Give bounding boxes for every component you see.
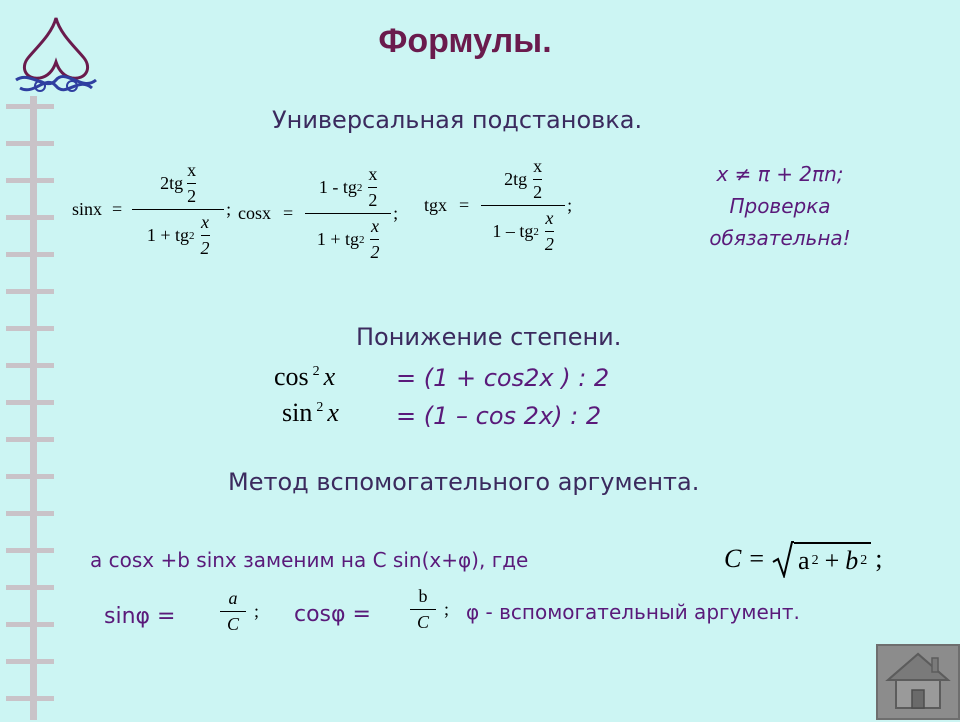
numerator-subfrac xyxy=(533,156,542,203)
radicand-a: a xyxy=(798,546,810,575)
denominator xyxy=(147,212,210,259)
numerator-text: 2tg xyxy=(160,173,184,193)
formula-sinphi xyxy=(220,588,259,635)
plus: + xyxy=(824,546,840,575)
rail-crossbar xyxy=(6,659,54,664)
formula-c-magnitude xyxy=(724,540,882,578)
subfrac-top: x xyxy=(201,212,209,232)
numerator-text: 2tg xyxy=(504,169,528,189)
semicolon: ; xyxy=(393,203,399,223)
lhs: sinx xyxy=(72,199,103,219)
rail-crossbar xyxy=(6,511,54,516)
subfrac-bottom: 2 xyxy=(370,242,380,262)
rail-crossbar xyxy=(6,400,54,405)
equals: = xyxy=(459,195,470,215)
radical xyxy=(772,540,871,578)
formula-cos-universal xyxy=(238,164,398,263)
rail-bars xyxy=(0,0,60,720)
subfrac-bottom: 2 xyxy=(533,182,543,202)
power: 2 xyxy=(316,400,324,416)
semicolon: ; xyxy=(254,601,260,621)
rail-crossbar xyxy=(6,363,54,368)
numerator xyxy=(504,156,542,203)
fraction xyxy=(220,588,246,635)
cosphi-label: cosφ = xyxy=(294,602,371,627)
home-icon xyxy=(878,646,958,718)
lhs: tgx xyxy=(424,195,448,215)
rail-crossbar xyxy=(6,622,54,627)
frac-line xyxy=(187,183,196,184)
frac-line xyxy=(533,179,542,180)
home-button[interactable] xyxy=(876,644,960,720)
frac-line xyxy=(305,213,391,214)
rail-crossbar xyxy=(6,326,54,331)
check-note xyxy=(680,158,880,254)
note-mandatory: обязательна! xyxy=(709,226,851,250)
fraction xyxy=(410,586,436,633)
numerator xyxy=(319,164,378,211)
frac-line xyxy=(220,611,246,612)
power: 2 xyxy=(860,553,868,568)
rail-crossbar xyxy=(6,215,54,220)
subfrac-bottom: 2 xyxy=(368,190,378,210)
subfrac-top: x xyxy=(187,160,197,180)
cos-label: cos xyxy=(274,362,309,391)
rail-crossbar xyxy=(6,141,54,146)
numerator-subfrac xyxy=(368,164,377,211)
numerator-subfrac xyxy=(187,160,196,207)
semicolon: ; xyxy=(567,195,573,215)
c-label: C xyxy=(724,544,742,573)
frac-line xyxy=(370,239,379,240)
note-condition: x ≠ π + 2πn; xyxy=(716,162,844,186)
numerator xyxy=(160,160,196,207)
formula-sin-squared xyxy=(282,398,339,428)
power: 2 xyxy=(356,181,363,194)
denominator-subfrac xyxy=(370,216,379,263)
variable: x xyxy=(327,398,339,427)
formula-tg-universal xyxy=(424,156,572,255)
denominator xyxy=(492,208,554,255)
radicand xyxy=(794,542,871,576)
formula-cos-squared-rhs: = (1 + cos2x ) : 2 xyxy=(396,364,610,392)
page-title: Формулы. xyxy=(378,22,552,60)
formula-cosphi xyxy=(410,586,449,633)
phi-description: φ - вспомогательный аргумент. xyxy=(466,600,800,624)
denominator-subfrac xyxy=(201,212,210,259)
frac-line xyxy=(132,209,224,210)
numerator: b xyxy=(418,586,428,606)
power: 2 xyxy=(811,553,819,568)
frac-line xyxy=(545,231,554,232)
rail-crossbar xyxy=(6,474,54,479)
denominator-text: 1 + tg xyxy=(146,225,189,245)
power: 2 xyxy=(312,364,320,380)
semicolon: ; xyxy=(875,544,883,573)
rail-crossbar xyxy=(6,696,54,701)
radicand-b: b xyxy=(845,546,859,575)
sinphi-label: sinφ = xyxy=(104,604,176,629)
subfrac-top: x xyxy=(368,164,378,184)
denominator: C xyxy=(226,614,239,634)
equals: = xyxy=(112,199,123,219)
rail-crossbar xyxy=(6,585,54,590)
rail-crossbar xyxy=(6,437,54,442)
denominator-text: 1 – tg xyxy=(492,221,534,241)
power: 2 xyxy=(533,225,539,238)
subfrac-top: x xyxy=(545,208,554,228)
semicolon: ; xyxy=(226,199,232,219)
frac-line xyxy=(410,609,436,610)
power: 2 xyxy=(358,233,365,246)
section-heading-auxiliary: Метод вспомогательного аргумента. xyxy=(228,468,700,496)
rail-crossbar xyxy=(6,252,54,257)
denominator: C xyxy=(416,612,429,632)
formula-sin-squared-rhs: = (1 – cos 2x) : 2 xyxy=(396,402,602,430)
formula-cos-squared xyxy=(274,362,335,392)
rail-crossbar xyxy=(6,104,54,109)
fraction xyxy=(132,160,224,259)
note-check: Проверка xyxy=(729,194,831,218)
section-heading-lowering: Понижение степени. xyxy=(356,323,622,351)
fraction xyxy=(481,156,565,255)
formula-sin-universal xyxy=(72,160,231,259)
rail-crossbar xyxy=(6,548,54,553)
subfrac-top: x xyxy=(533,156,543,176)
subfrac-bottom: 2 xyxy=(187,186,197,206)
equals: = xyxy=(749,544,765,573)
frac-line xyxy=(368,187,377,188)
sin-label: sin xyxy=(282,398,313,427)
left-rail xyxy=(0,0,60,720)
rail-crossbar xyxy=(6,178,54,183)
numerator: a xyxy=(228,588,238,608)
semicolon: ; xyxy=(444,599,450,619)
section-heading-universal: Универсальная подстановка. xyxy=(272,106,643,134)
variable: x xyxy=(323,362,336,391)
subfrac-bottom: 2 xyxy=(544,234,554,254)
frac-line xyxy=(481,205,565,206)
subfrac-bottom: 2 xyxy=(200,238,210,258)
numerator-text: 1 - tg xyxy=(318,177,357,197)
frac-line xyxy=(201,235,210,236)
rail-crossbar xyxy=(6,289,54,294)
power: 2 xyxy=(189,229,195,242)
fraction xyxy=(305,164,391,263)
equals: = xyxy=(283,203,294,223)
denominator-text: 1 + tg xyxy=(316,229,359,249)
sqrt-sign xyxy=(772,540,794,578)
lhs: cosx xyxy=(238,203,271,223)
subfrac-top: x xyxy=(370,216,379,236)
denominator xyxy=(317,216,380,263)
denominator-subfrac xyxy=(545,208,554,255)
auxiliary-statement: a cosx +b sinx заменим на C sin(x+φ), где xyxy=(90,548,529,572)
